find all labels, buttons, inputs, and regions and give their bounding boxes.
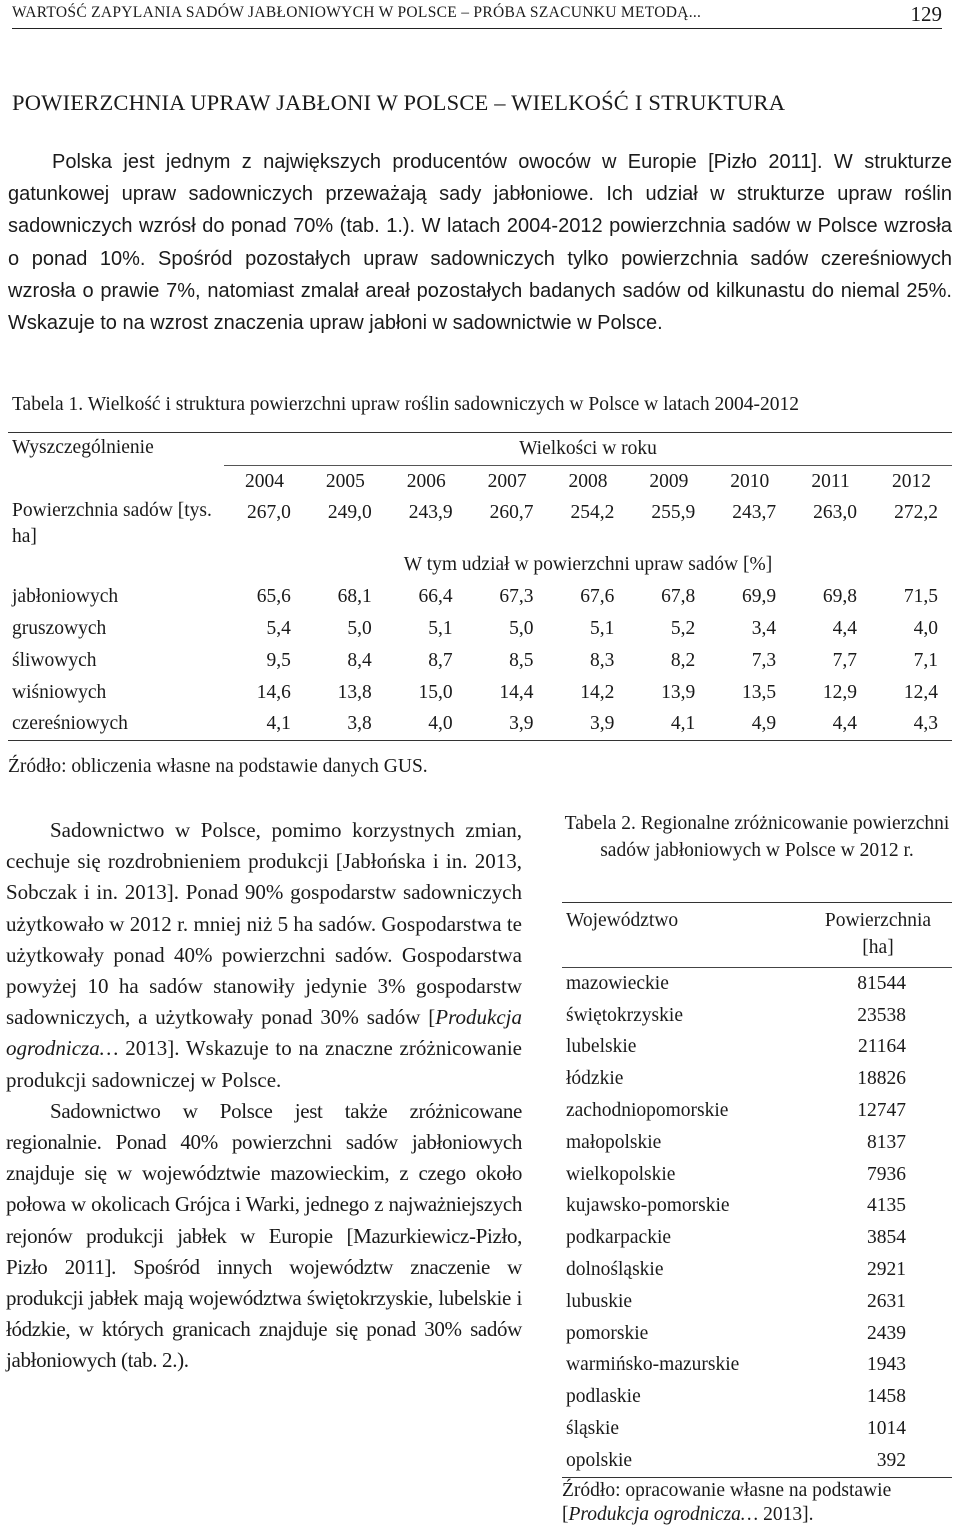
body-p1-text-a: Sadownictwo w Polsce, pomimo korzystnych zmian, cechuje się rozdrobnieniem produkcji [Jabłońska i in. 2013, Sobczak i in. 2013]. Ponad 90% gospodarstw sadowniczych użytkowało w 2012 r. mniej niż 5 ha sadów. Gospodarstwa te użytkowały ponad 40% powierzchni sadów. Gospodarstwa powyżej 10 ha sadów stanowiły jedynie 3% gospodarstw sadowniczych, a użytkowały ponad 30% sadów [ <box>6 818 522 1030</box>
table1-value-cell: 15,0 <box>418 681 453 703</box>
running-header <box>12 4 942 29</box>
table1-area-cell: 263,0 <box>813 501 857 523</box>
table2-header-row <box>562 903 952 968</box>
table2 <box>562 902 952 1478</box>
intro-paragraph: Polska jest jednym z największych producentów owoców w Europie [Pizło 2011]. W strukturze gatunkowej upraw sadowniczych przeważają sady jabłoniowe. Ich udział w strukturze upraw roślin sadowniczych wzrósł do ponad 70% (tab. 1.). W latach 2004-2012 powierzchnia sadów w Polsce wzrosła o ponad 10%. Spośród pozostałych upraw sadowniczych tylko powierzchnia sadów czereśniowych wzrosła o prawie 7%, natomiast zmalał areał pozostałych badanych sadów od kilkunastu do niemal 25%. Wskazuje to na wzrost znaczenia upraw jabłoni w sadownictwie w Polsce. <box>8 151 952 335</box>
table2-voivodeship: warmińsko-mazurskie <box>566 1354 740 1376</box>
table1-area-label: Powierzchnia sadów [tys. ha] <box>12 499 212 547</box>
section-title: POWIERZCHNIA UPRAW JABŁONI W POLSCE – WIELKOŚĆ I STRUKTURA <box>12 90 786 115</box>
table1-value-cell: 7,7 <box>832 649 857 671</box>
table1-area-cell: 267,0 <box>247 501 291 523</box>
table1-value-cell: 14,2 <box>580 681 615 703</box>
table2-voivodeship: mazowieckie <box>566 972 669 994</box>
table1-caption: Tabela 1. Wielkość i struktura powierzchni upraw roślin sadowniczych w Polsce w latach 2004-2012 <box>12 394 800 415</box>
table1-value-cell: 69,8 <box>822 586 857 608</box>
table1-area-cell: 243,7 <box>732 501 777 523</box>
table1-year-cell: 2009 <box>628 465 709 497</box>
table1-value-cell: 4,0 <box>386 709 467 741</box>
table1-value-cell: 5,0 <box>509 618 534 640</box>
table1-year-cell: 2010 <box>709 465 790 497</box>
table2-caption: Tabela 2. Regionalne zróżnicowanie powierzchni sadów jabłoniowych w Polsce w 2012 r. <box>564 813 950 861</box>
table1-value-cell: 66,4 <box>418 586 453 608</box>
table2-col-area-line2: [ha] <box>862 937 894 958</box>
table1-value-cell: 5,1 <box>590 618 615 640</box>
table1-value-cell: 5,4 <box>266 618 291 640</box>
table1-row-label: śliwowych <box>12 649 97 671</box>
table1-value-cell: 13,5 <box>742 681 777 703</box>
table1-value-cell: 67,6 <box>580 586 615 608</box>
table2-row <box>562 1413 952 1445</box>
table1-year-cell: 2006 <box>386 465 467 497</box>
table1-value-cell: 4,1 <box>628 709 709 741</box>
table2-voivodeship: małopolskie <box>566 1131 662 1153</box>
table1-header-row <box>8 433 952 466</box>
table1-value-cell: 8,7 <box>428 649 453 671</box>
table2-source-citation: Produkcja ogrodnicza… <box>568 1504 759 1525</box>
table1-value-cell: 7,3 <box>751 649 777 671</box>
table2-row <box>562 1381 952 1413</box>
table1-area-cell: 272,2 <box>894 501 938 523</box>
table1-row <box>8 613 952 645</box>
table1-value-cell: 4,1 <box>224 709 305 741</box>
table2-row <box>562 968 952 1000</box>
table2-row <box>562 1445 952 1477</box>
table1-value-cell: 67,3 <box>499 586 534 608</box>
table1-value-cell: 67,8 <box>661 586 696 608</box>
table2-row <box>562 1127 952 1159</box>
table2-row <box>562 1000 952 1032</box>
table1-value-cell: 4,9 <box>709 709 790 741</box>
table2-area-value: 2631 <box>867 1290 906 1312</box>
table2-voivodeship: łódzkie <box>566 1068 624 1090</box>
table2-voivodeship: pomorskie <box>566 1322 649 1344</box>
table1-source: Źródło: obliczenia własne na podstawie danych GUS. <box>8 756 428 777</box>
table1-year-cell: 2007 <box>467 465 548 497</box>
table1-row <box>8 677 952 709</box>
table1-value-cell: 69,9 <box>742 586 777 608</box>
table1-area-cell: 255,9 <box>651 501 696 523</box>
table2-row <box>562 1063 952 1095</box>
table1-area-cell: 260,7 <box>489 501 534 523</box>
table1-value-cell: 68,1 <box>337 586 372 608</box>
body-p1-text-b: 2013]. Wskazuje to na znaczne zróżnicowanie produkcji sadowniczej w Polsce. <box>6 1036 522 1092</box>
table1-value-cell: 9,5 <box>266 649 291 671</box>
table1-value-cell: 4,0 <box>913 618 938 640</box>
table1-value-cell: 8,2 <box>670 649 696 671</box>
table1-value-cell: 3,9 <box>467 709 548 741</box>
table1 <box>8 432 952 741</box>
table2-row <box>562 1350 952 1382</box>
table2-row <box>562 1222 952 1254</box>
table1-year-cell: 2004 <box>224 465 305 497</box>
table2-area-value: 81544 <box>857 972 906 994</box>
table1-value-cell: 14,4 <box>499 681 534 703</box>
body-paragraph-2: Sadownictwo w Polsce jest także zróżnicowane regionalnie. Ponad 40% powierzchni sadów jabłoniowych znajduje się w województwie mazowieckim, z czego około połowa w okolicach Grójca i Warki, jednego z najważniejszych rejonów produkcji jabłek w Europie [Mazurkiewicz-Pizło, Pizło 2011]. Spośród innych województw znaczenie w produkcji jabłek mają województwa świętokrzyskie, lubelskie i łódzkie, w których granicach znajduje się ponad 30% sadów jabłoniowych (tab. 2.). <box>6 1098 522 1373</box>
table2-area-value: 7936 <box>867 1163 906 1185</box>
table2-voivodeship: lubuskie <box>566 1290 633 1312</box>
table1-year-cell: 2011 <box>790 465 871 497</box>
body-p1-citation: Produkcja ogrodnicza… <box>6 1005 522 1061</box>
body-text <box>6 815 522 1377</box>
table2-area-value: 2439 <box>867 1322 906 1344</box>
table2-row <box>562 1286 952 1318</box>
table2-voivodeship: wielkopolskie <box>566 1163 676 1185</box>
table1-value-cell: 12,9 <box>822 681 857 703</box>
table1-row-label: czereśniowych <box>8 709 224 741</box>
table2-row <box>562 1191 952 1223</box>
table1-value-cell: 5,2 <box>670 618 696 640</box>
table2-row <box>562 1095 952 1127</box>
table2-area-value: 1458 <box>867 1386 906 1408</box>
table2-col-area <box>800 903 952 968</box>
table1-row <box>8 645 952 677</box>
table2-area-value: 12747 <box>857 1100 906 1122</box>
table1-col-label: Wyszczególnienie <box>8 433 224 498</box>
table2-voivodeship: śląskie <box>566 1418 620 1440</box>
table2-row <box>562 1254 952 1286</box>
table2-area-value: 392 <box>800 1445 952 1477</box>
table2-area-value: 18826 <box>857 1068 906 1090</box>
table1-value-cell: 3,9 <box>548 709 629 741</box>
table1-value-cell: 3,8 <box>305 709 386 741</box>
table2-row <box>562 1159 952 1191</box>
table2-voivodeship: podkarpackie <box>566 1227 672 1249</box>
running-title: WARTOŚĆ ZAPYLANIA SADÓW JABŁONIOWYCH W POLSCE – PRÓBA SZACUNKU METODĄ... <box>12 4 702 21</box>
table1-value-cell: 4,3 <box>871 709 952 741</box>
table2-area-value: 8137 <box>867 1131 906 1153</box>
table2-voivodeship: kujawsko-pomorskie <box>566 1195 730 1217</box>
table1-area-cell: 249,0 <box>327 501 372 523</box>
table2-area-value: 4135 <box>867 1195 906 1217</box>
table1-row-label: wiśniowych <box>12 681 107 703</box>
table2-source-text-b: 2013]. <box>758 1504 814 1525</box>
table1-years-label: Wielkości w roku <box>224 433 952 466</box>
table1-year-cell: 2008 <box>548 465 629 497</box>
table2-voivodeship: zachodniopomorskie <box>566 1100 729 1122</box>
table1-year-cell: 2005 <box>305 465 386 497</box>
table1-value-cell: 8,5 <box>509 649 534 671</box>
table1-row <box>8 709 952 741</box>
table1-value-cell: 13,8 <box>337 681 372 703</box>
table1-value-cell: 12,4 <box>903 681 938 703</box>
table1-area-row <box>8 498 952 550</box>
table1-area-cell: 243,9 <box>408 501 453 523</box>
table2-voivodeship: podlaskie <box>566 1386 641 1408</box>
table2-voivodeship: dolnośląskie <box>566 1259 664 1281</box>
table2-voivodeship: opolskie <box>562 1445 800 1477</box>
table1-value-cell: 13,9 <box>661 681 696 703</box>
table1-share-label: W tym udział w powierzchni upraw sadów [%] <box>403 554 773 576</box>
table2-source <box>562 1479 954 1527</box>
table2-col-area-line1: Powierzchnia <box>824 910 932 931</box>
table1-share-row <box>8 550 952 582</box>
table1-value-cell: 4,4 <box>790 709 871 741</box>
table1-value-cell: 14,6 <box>256 681 291 703</box>
table1-value-cell: 3,4 <box>751 618 777 640</box>
table1-row <box>8 581 952 613</box>
table2-area-value: 1014 <box>867 1418 906 1440</box>
table2-col-voivodeship: Województwo <box>562 903 800 968</box>
table2-area-value: 3854 <box>867 1227 906 1249</box>
table1-year-cell: 2012 <box>871 465 952 497</box>
table1-area-cell: 254,2 <box>570 501 615 523</box>
table2-voivodeship: lubelskie <box>566 1036 637 1058</box>
table2-source-text-a: Źródło: opracowanie własne na podstawie [ <box>562 1480 892 1525</box>
table1-value-cell: 5,0 <box>347 618 372 640</box>
table2-row <box>562 1318 952 1350</box>
table1-row-label: jabłoniowych <box>12 586 119 608</box>
table1-value-cell: 8,4 <box>347 649 372 671</box>
page-number: 129 <box>910 2 942 26</box>
table2-row <box>562 1032 952 1064</box>
table1-value-cell: 8,3 <box>590 649 615 671</box>
table2-area-value: 2921 <box>867 1259 906 1281</box>
body-paragraph-1 <box>6 815 522 1096</box>
table1-value-cell: 5,1 <box>428 618 453 640</box>
table1-value-cell: 4,4 <box>832 618 857 640</box>
table2-area-value: 1943 <box>867 1354 906 1376</box>
table2-area-value: 23538 <box>857 1004 906 1026</box>
table1-value-cell: 71,5 <box>903 586 938 608</box>
table1-value-cell: 65,6 <box>256 586 291 608</box>
table1-value-cell: 7,1 <box>913 649 938 671</box>
table2-voivodeship: świętokrzyskie <box>566 1004 683 1026</box>
table2-area-value: 21164 <box>857 1036 906 1058</box>
table1-row-label: gruszowych <box>12 618 107 640</box>
